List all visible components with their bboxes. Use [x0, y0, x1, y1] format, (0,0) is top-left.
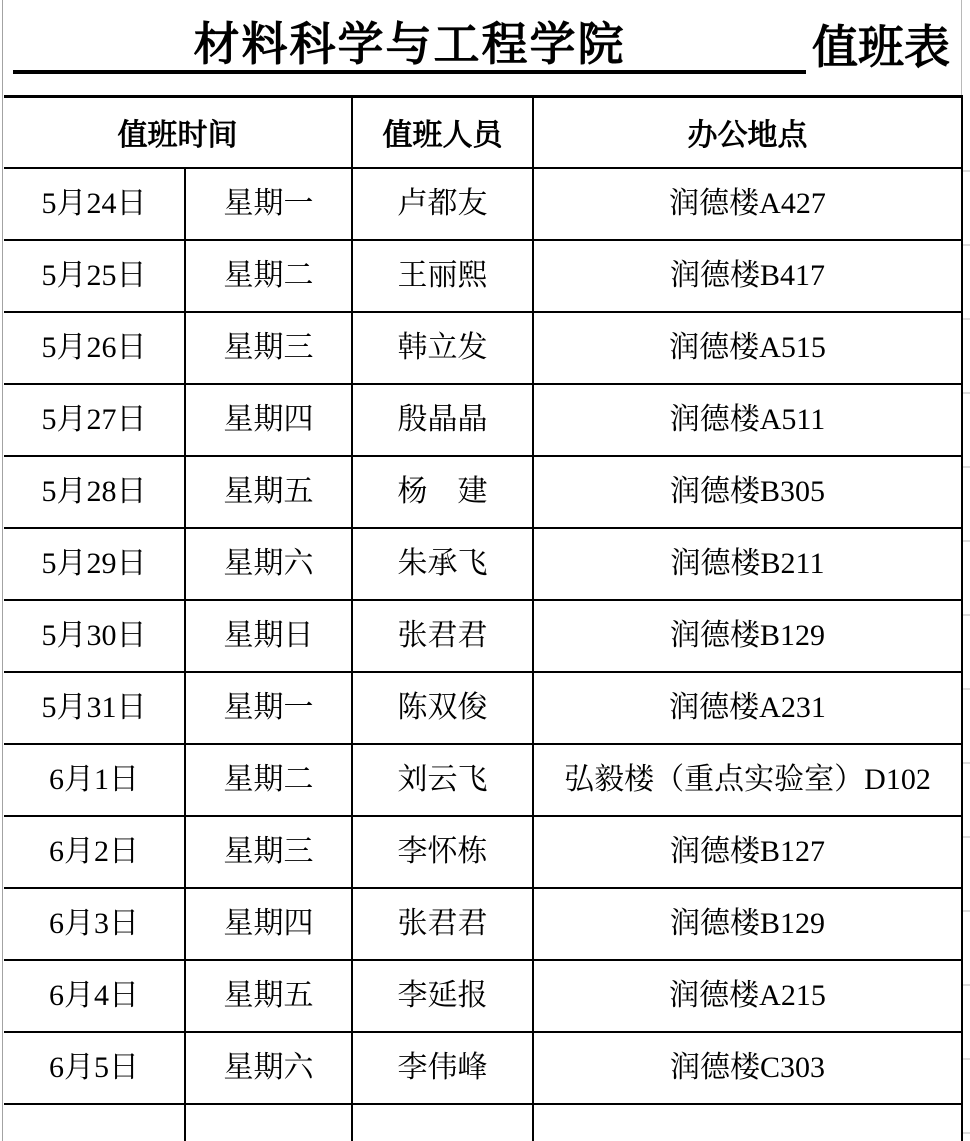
title-suffix: 值班表 — [812, 22, 950, 73]
person-cell: 卢都友 — [352, 168, 533, 240]
filler-date-cell — [4, 1104, 185, 1141]
filler-weekday-cell — [185, 1104, 352, 1141]
weekday-cell: 星期二 — [185, 240, 352, 312]
duty-table-header — [4, 97, 962, 168]
location-cell: 润德楼B127 — [533, 816, 962, 888]
location-cell: 弘毅楼（重点实验室）D102 — [533, 744, 962, 816]
location-cell: 润德楼A215 — [533, 960, 962, 1032]
table-row — [4, 240, 962, 312]
person-cell: 李延报 — [352, 960, 533, 1032]
date-cell: 6月4日 — [4, 960, 185, 1032]
date-cell: 5月25日 — [4, 240, 185, 312]
person-cell: 王丽熙 — [352, 240, 533, 312]
header-cell-location: 办公地点 — [533, 97, 962, 168]
location-cell: 润德楼A231 — [533, 672, 962, 744]
location-cell: 润德楼B305 — [533, 456, 962, 528]
date-cell: 5月28日 — [4, 456, 185, 528]
location-cell: 润德楼B211 — [533, 528, 962, 600]
title-school-name: 材料科学与工程学院 — [193, 19, 626, 70]
table-row — [4, 960, 962, 1032]
table-row — [4, 528, 962, 600]
header-row — [4, 97, 962, 168]
table-row — [4, 312, 962, 384]
weekday-cell: 星期四 — [185, 888, 352, 960]
person-cell: 李怀栋 — [352, 816, 533, 888]
page-edge-line-left — [2, 0, 3, 1141]
title-underline — [13, 0, 806, 74]
weekday-cell: 星期三 — [185, 312, 352, 384]
table-row — [4, 1032, 962, 1104]
table-row — [4, 168, 962, 240]
table-row — [4, 456, 962, 528]
location-cell: 润德楼A515 — [533, 312, 962, 384]
location-cell: 润德楼B417 — [533, 240, 962, 312]
filler-person-cell — [352, 1104, 533, 1141]
weekday-cell: 星期五 — [185, 960, 352, 1032]
date-cell: 6月1日 — [4, 744, 185, 816]
table-row — [4, 672, 962, 744]
date-cell: 6月5日 — [4, 1032, 185, 1104]
duty-table — [4, 95, 963, 1141]
weekday-cell: 星期三 — [185, 816, 352, 888]
date-cell: 5月24日 — [4, 168, 185, 240]
weekday-cell: 星期一 — [185, 168, 352, 240]
table-row — [4, 384, 962, 456]
date-cell: 5月27日 — [4, 384, 185, 456]
weekday-cell: 星期四 — [185, 384, 352, 456]
weekday-cell: 星期一 — [185, 672, 352, 744]
location-cell: 润德楼A427 — [533, 168, 962, 240]
title-row — [0, 0, 970, 95]
header-cell-person: 值班人员 — [352, 97, 533, 168]
date-cell: 6月3日 — [4, 888, 185, 960]
table-row — [4, 744, 962, 816]
filler-row — [4, 1104, 962, 1141]
table-row — [4, 888, 962, 960]
date-cell: 5月29日 — [4, 528, 185, 600]
person-cell: 张君君 — [352, 600, 533, 672]
weekday-cell: 星期二 — [185, 744, 352, 816]
filler-location-cell — [533, 1104, 962, 1141]
person-cell: 朱承飞 — [352, 528, 533, 600]
table-row — [4, 816, 962, 888]
person-cell: 李伟峰 — [352, 1032, 533, 1104]
weekday-cell: 星期六 — [185, 1032, 352, 1104]
weekday-cell: 星期日 — [185, 600, 352, 672]
person-cell: 刘云飞 — [352, 744, 533, 816]
date-cell: 6月2日 — [4, 816, 185, 888]
header-cell-time: 值班时间 — [4, 97, 352, 168]
date-cell: 5月31日 — [4, 672, 185, 744]
location-cell: 润德楼A511 — [533, 384, 962, 456]
table-row — [4, 600, 962, 672]
location-cell: 润德楼C303 — [533, 1032, 962, 1104]
location-cell: 润德楼B129 — [533, 888, 962, 960]
weekday-cell: 星期五 — [185, 456, 352, 528]
duty-table-filler — [4, 1104, 962, 1141]
location-cell: 润德楼B129 — [533, 600, 962, 672]
date-cell: 5月30日 — [4, 600, 185, 672]
date-cell: 5月26日 — [4, 312, 185, 384]
weekday-cell: 星期六 — [185, 528, 352, 600]
person-cell: 张君君 — [352, 888, 533, 960]
person-cell: 陈双俊 — [352, 672, 533, 744]
duty-table-body — [4, 168, 962, 1104]
person-cell: 杨 建 — [352, 456, 533, 528]
person-cell: 韩立发 — [352, 312, 533, 384]
person-cell: 殷晶晶 — [352, 384, 533, 456]
gridline-stubs — [962, 98, 970, 1141]
